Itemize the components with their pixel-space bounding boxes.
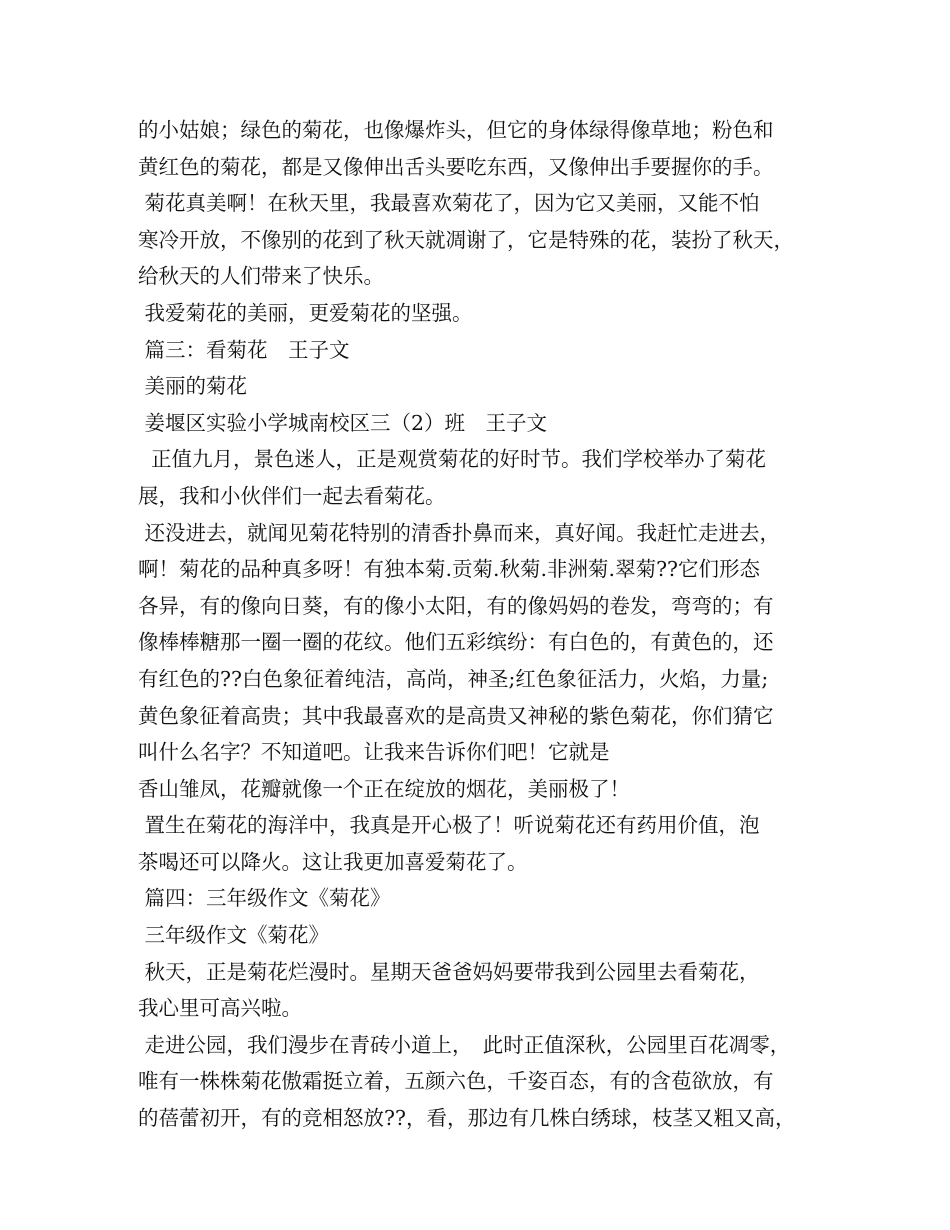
text-line: 给秋天的人们带来了快乐。 (138, 264, 384, 289)
text-line: 像棒棒糖那一圈一圈的花纹。他们五彩缤纷：有白色的，有黄色的，还 (138, 630, 774, 655)
text-line: 正值九月，景色迷人，正是观赏菊花的好时节。我们学校举办了菊花 (138, 447, 767, 472)
essay-title: 三年级作文《菊花》 (138, 923, 330, 948)
text-line: 的小姑娘；绿色的菊花，也像爆炸头，但它的身体绿得像草地；粉色和 (138, 118, 774, 142)
text-line: 茶喝还可以降火。这让我更加喜爱菊花了。 (138, 849, 528, 874)
text-line: 寒冷开放，不像别的花到了秋天就凋谢了，它是特殊的花，装扮了秋天， (138, 227, 794, 252)
text-line: 我心里可高兴啦。 (138, 996, 302, 1021)
text-line: 菊花真美啊！在秋天里，我最喜欢菊花了，因为它又美丽，又能不怕 (138, 191, 760, 216)
essay-text-block (138, 112, 838, 1137)
section-heading: 篇四：三年级作文《菊花》 (138, 886, 391, 911)
text-line: 啊！菊花的品种真多呀！有独本菊.贡菊.秋菊.非洲菊.翠菊??它们形态 (138, 557, 761, 582)
text-line: 的蓓蕾初开，有的竞相怒放??，看，那边有几株白绣球，枝茎又粗又高， (138, 1106, 796, 1131)
text-line: 叫什么名字？不知道吧。让我来告诉你们吧！它就是 (138, 740, 610, 765)
text-line: 黄红色的菊花，都是又像伸出舌头要吃东西，又像伸出手要握你的手。 (138, 154, 774, 179)
text-line: 黄色象征着高贵；其中我最喜欢的是高贵又神秘的紫色菊花，你们猜它 (138, 703, 774, 728)
text-line: 还没进去，就闻见菊花特别的清香扑鼻而来，真好闻。我赶忙走进去， (138, 520, 781, 545)
text-line: 置生在菊花的海洋中，我真是开心极了！听说菊花还有药用价值，泡 (138, 813, 760, 838)
text-line: 有红色的??白色象征着纯洁，高尚，神圣;红色象征活力，火焰，力量; (138, 666, 769, 691)
author-line: 姜堰区实验小学城南校区三（2）班 王子文 (138, 410, 548, 435)
section-heading: 篇三：看菊花 王子文 (138, 337, 350, 362)
text-line: 各异，有的像向日葵，有的像小太阳，有的像妈妈的卷发，弯弯的；有 (138, 593, 774, 618)
text-line: 唯有一株株菊花傲霜挺立着，五颜六色，千姿百态，有的含苞欲放，有 (138, 1069, 774, 1094)
text-line: 秋天，正是菊花烂漫时。星期天爸爸妈妈要带我到公园里去看菊花， (138, 959, 760, 984)
text-line: 香山雏凤，花瓣就像一个正在绽放的烟花，美丽极了！ (138, 776, 630, 801)
text-line: 我爱菊花的美丽，更爱菊花的坚强。 (138, 300, 473, 325)
text-line: 展，我和小伙伴们一起去看菊花。 (138, 483, 446, 508)
text-line: 走进公园，我们漫步在青砖小道上， 此时正值深秋，公园里百花凋零， (138, 1032, 791, 1057)
essay-title: 美丽的菊花 (138, 374, 248, 399)
